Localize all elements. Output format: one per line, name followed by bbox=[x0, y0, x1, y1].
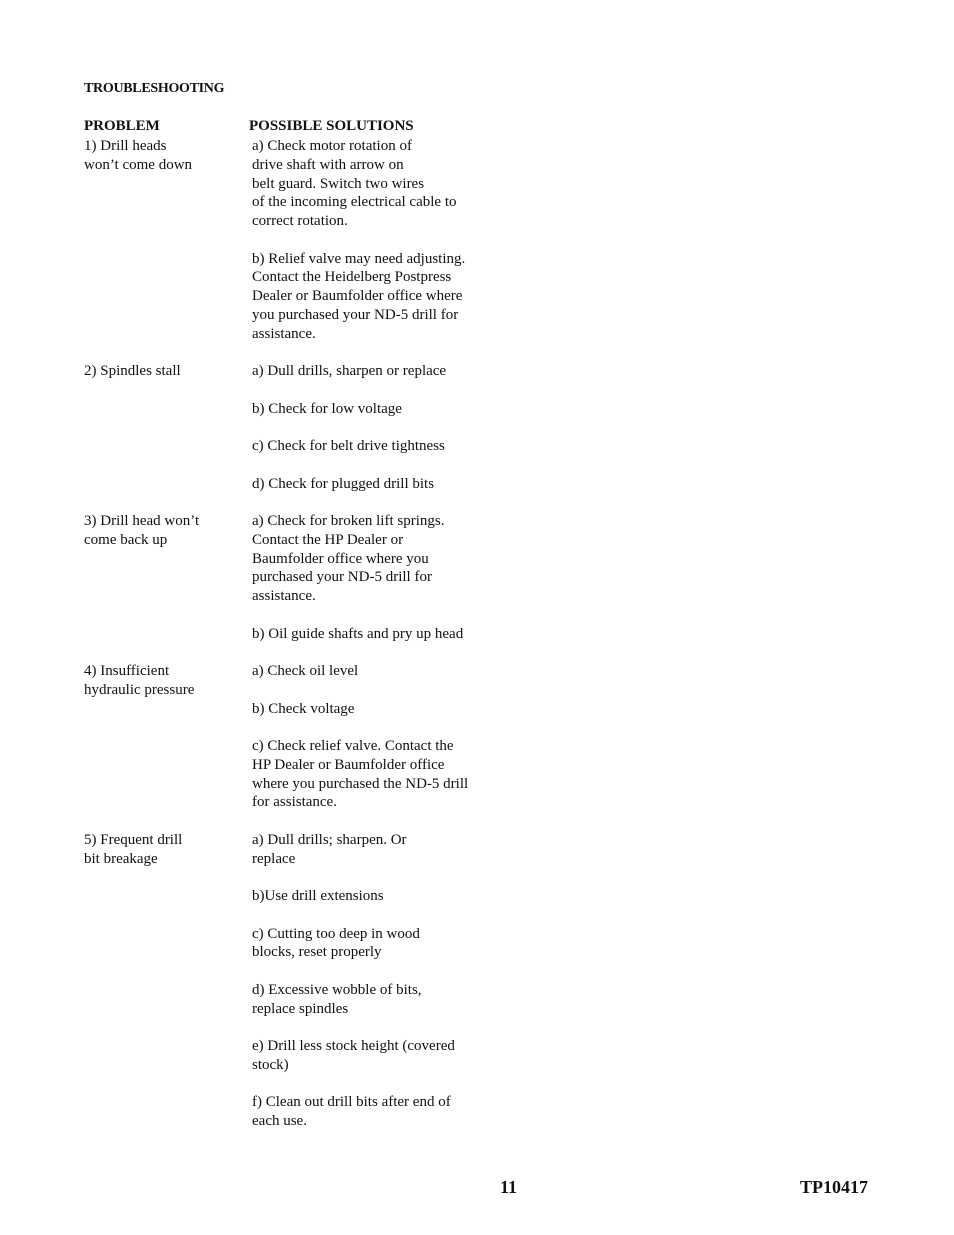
troubleshooting-row bbox=[84, 831, 504, 1131]
solution-item: c) Check relief valve. Contact the HP Dealer or Baumfolder office where you purchased the ND-5 drill for assistance. bbox=[252, 738, 469, 811]
problem-text: 1) Drill heads won’t come down bbox=[84, 138, 193, 173]
solution-item: a) Check oil level bbox=[252, 663, 359, 679]
troubleshooting-row bbox=[84, 137, 504, 343]
solutions-list bbox=[252, 362, 504, 493]
problem-text: 2) Spindles stall bbox=[84, 363, 181, 379]
page-number: 11 bbox=[500, 1177, 518, 1197]
solution-item: c) Check for belt drive tightness bbox=[252, 438, 445, 454]
solution-item: a) Check motor rotation of drive shaft with arrow on belt guard. Switch two wires of the incoming electrical cable to correct rotation. bbox=[252, 138, 457, 229]
troubleshooting-row bbox=[84, 362, 504, 493]
solutions-list bbox=[252, 662, 504, 812]
solutions-list bbox=[252, 512, 504, 643]
solution-item: a) Dull drills, sharpen or replace bbox=[252, 363, 447, 379]
problem-column-header: PROBLEM bbox=[84, 118, 160, 134]
solution-item: b) Check voltage bbox=[252, 700, 355, 717]
solution-item: b) Check for low voltage bbox=[252, 400, 402, 417]
solution-item: a) Dull drills; sharpen. Or replace bbox=[252, 831, 407, 867]
solutions-column-header: POSSIBLE SOLUTIONS bbox=[249, 118, 414, 134]
solution-item: e) Drill less stock height (covered stock) bbox=[252, 1038, 455, 1073]
solution-item: b) Oil guide shafts and pry up head bbox=[252, 625, 464, 642]
problem-text: 3) Drill head won’t come back up bbox=[84, 513, 200, 548]
solution-item: c) Cutting too deep in wood blocks, reset properly bbox=[252, 925, 420, 961]
troubleshooting-row bbox=[84, 512, 504, 643]
solution-item: d) Excessive wobble of bits, replace spindles bbox=[252, 981, 422, 1017]
troubleshooting-table bbox=[84, 137, 504, 1150]
solution-item: b) Relief valve may need adjusting. Contact the Heidelberg Postpress Dealer or Baumfolder office where you purchased your ND-5 drill for assistance. bbox=[252, 250, 466, 342]
problem-text: 4) Insufficient hydraulic pressure bbox=[84, 663, 195, 698]
troubleshooting-row bbox=[84, 662, 504, 812]
solution-item: b)Use drill extensions bbox=[252, 888, 384, 904]
page-title: TROUBLESHOOTING bbox=[84, 81, 225, 96]
solutions-list bbox=[252, 137, 504, 343]
solution-item: a) Check for broken lift springs. Contact the HP Dealer or Baumfolder office where you purchased your ND-5 drill for assistance. bbox=[252, 513, 445, 604]
document-id: TP10417 bbox=[800, 1177, 869, 1197]
solution-item: d) Check for plugged drill bits bbox=[252, 475, 435, 492]
problem-text: 5) Frequent drill bit breakage bbox=[84, 831, 183, 867]
solutions-list bbox=[252, 831, 504, 1131]
solution-item: f) Clean out drill bits after end of each use. bbox=[252, 1094, 451, 1129]
